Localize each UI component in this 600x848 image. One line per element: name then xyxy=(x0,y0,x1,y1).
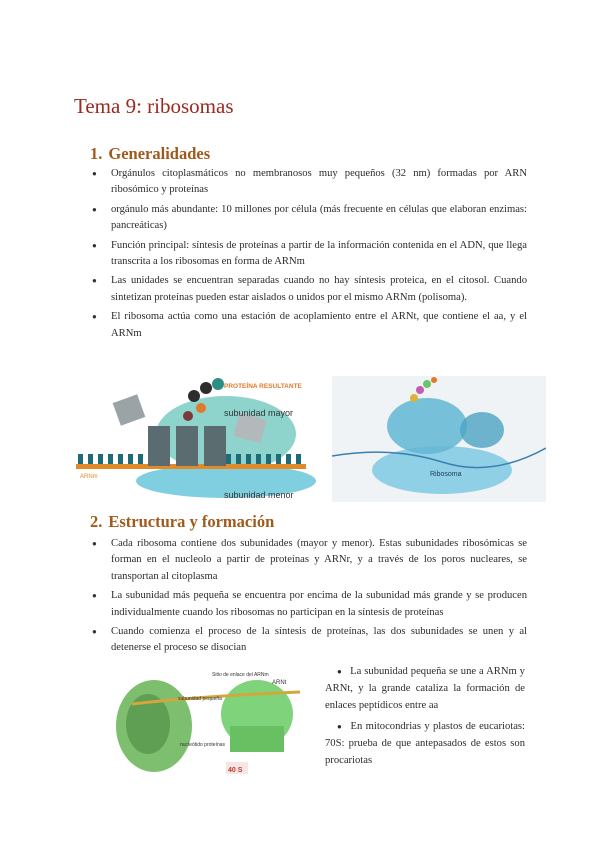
site-label: Sitio de enlace del ARNm xyxy=(212,672,269,678)
section-2-bullets xyxy=(90,536,527,660)
list-item: ● El ribosoma actúa como una estación de acoplamiento entre el ARNt, que contiene el aa, y el ARNm xyxy=(90,309,527,342)
ribosome-diagram xyxy=(76,376,316,506)
section-1-heading xyxy=(90,144,210,164)
list-item: ● La subunidad más pequeña se encuentra por encima de la subunidad más grande y se producen individualmente cuando los ribosomas no participan en la síntesis de proteínas xyxy=(90,588,527,621)
subunits-diagram xyxy=(112,666,320,782)
arnt-label: ARNt xyxy=(272,680,287,686)
minor-subunit-label: subunidad menor xyxy=(224,490,294,500)
mrna-label: ARNm xyxy=(80,474,98,480)
section-1-number: 1. xyxy=(90,144,103,163)
list-item: ● Cada ribosoma contiene dos subunidades (mayor y menor). Estas subunidades ribosómicas se forman en el nucleolo a partir de proteínas y ARNr, y a través de los poros nucleares, se transportan al citoplasma xyxy=(90,536,527,585)
section-2-title: Estructura y formación xyxy=(108,512,275,531)
list-item: ● Las unidades se encuentran separadas cuando no hay síntesis proteica, en el citosol. Cuando sintetizan proteínas pueden estar aislados o unidos por el mismo ARNm (polisoma). xyxy=(90,273,527,306)
side-bullet-1: ● La subunidad pequeña se une a ARNm y ARNt, y la grande cataliza la formación de enlaces peptídicos entre aa xyxy=(325,666,525,711)
list-item: ● Orgánulos citoplasmáticos no membranosos muy pequeños (32 nm) formadas por ARN ribosómico y proteínas xyxy=(90,166,527,199)
list-item: ● orgánulo más abundante: 10 millones por célula (más frecuente en células que elaboran enzimas: pancreáticas) xyxy=(90,202,527,235)
list-item: ● Cuando comienza el proceso de la síntesis de proteínas, las dos subunidades se unen y al detenerse el proceso se disocian xyxy=(90,624,527,657)
ribosome-label: Ribosoma xyxy=(430,471,462,478)
side-bullets xyxy=(325,663,525,769)
section-1-title: Generalidades xyxy=(108,144,211,163)
protein-label: PROTEÍNA RESULTANTE xyxy=(224,383,302,390)
small-subunit-label: subunidad pequeña xyxy=(178,696,222,702)
list-item: ● Función principal: síntesis de proteínas a partir de la información contenida en el ADN, que llega transcrita a los ribosomas en forma de ARNm xyxy=(90,238,527,271)
page-title: Tema 9: ribosomas xyxy=(74,94,234,118)
40s-label: 40 S xyxy=(228,767,243,774)
section-1-bullets xyxy=(90,166,527,345)
side-bullet-2: ● En mitocondrias y plastos de eucariotas: 70S: prueba de que antepasados de estos son procariotas xyxy=(325,721,525,766)
nucleotide-label: nucleótido proteínas xyxy=(180,742,226,748)
major-subunit-label: subunidad mayor xyxy=(224,408,294,418)
section-2-heading xyxy=(90,512,274,532)
section-2-number: 2. xyxy=(90,512,103,531)
ribosome-illustration xyxy=(332,376,546,502)
